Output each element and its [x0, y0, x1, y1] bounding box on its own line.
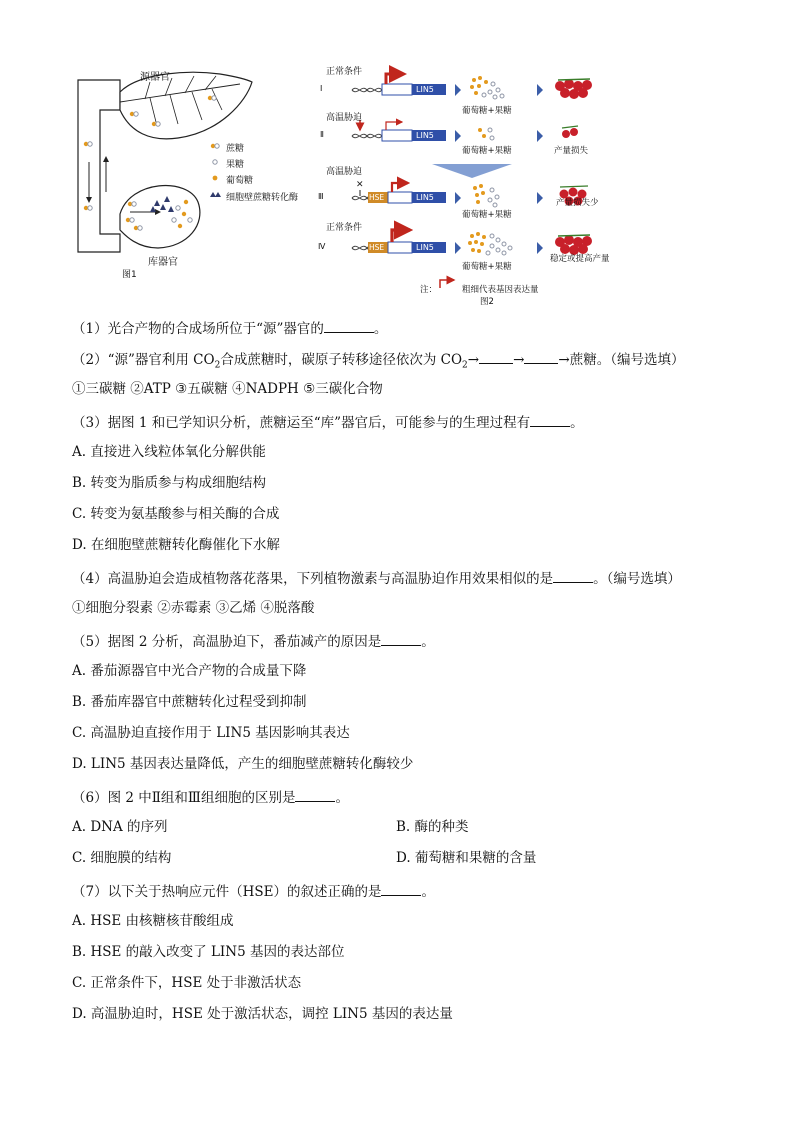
sugar-cluster-3	[473, 184, 499, 207]
q6-answer-blank[interactable]	[295, 787, 335, 802]
row-1-sugar: 葡萄糖+果糖	[462, 106, 512, 116]
q1-answer-blank[interactable]	[324, 318, 374, 333]
q2-sub2: 2	[462, 360, 468, 371]
row-4-result: 稳定或提高产量	[550, 254, 610, 264]
q6-option-a: A. DNA 的序列	[72, 819, 168, 835]
q4-line	[72, 568, 681, 588]
q4-tail: 。（编号选填）	[593, 571, 681, 587]
row-1-gene: LIN5	[416, 85, 434, 94]
q7-line	[72, 881, 435, 901]
q4-answer-blank[interactable]	[553, 568, 593, 583]
sink-organ	[120, 186, 200, 248]
q6-text: （6）图 2 中Ⅱ组和Ⅲ组细胞的区别是	[72, 790, 296, 806]
note-text: 粗细代表基因表达量	[462, 285, 539, 295]
q3-option-b: B. 转变为脂质参与构成细胞结构	[72, 475, 267, 491]
q2-answer-blank-2[interactable]	[524, 349, 558, 364]
q5-option-a: A. 番茄源器官中光合产物的合成量下降	[72, 663, 307, 679]
q6-line	[72, 787, 349, 807]
q5-text: （5）据图 2 分析，高温胁迫下，番茄减产的原因是	[72, 634, 382, 650]
row-3-result: 产量损失少	[556, 198, 599, 208]
q2-tail: →蔗糖。（编号选填）	[558, 352, 685, 368]
q7-option-d: D. 高温胁迫时，HSE 处于激活状态，调控 LIN5 基因的表达量	[72, 1006, 453, 1022]
q2-text-b: 合成蔗糖时，碳原子转移途径依次为 CO	[220, 352, 463, 368]
q4-options: ①细胞分裂素 ②赤霉素 ③乙烯 ④脱落酸	[72, 600, 315, 616]
legend-fructose: 果糖	[226, 160, 245, 170]
q5-option-b: B. 番茄库器官中蔗糖转化过程受到抑制	[72, 694, 307, 710]
row-1-numeral: Ⅰ	[320, 84, 323, 93]
q5-answer-blank[interactable]	[381, 631, 421, 646]
note-prefix: 注：	[420, 285, 438, 295]
q3-option-a: A. 直接进入线粒体氧化分解供能	[72, 444, 266, 460]
q2-arrow-1: →	[467, 352, 480, 368]
row-2-result: 产量损失	[554, 146, 589, 156]
q7-option-c: C. 正常条件下，HSE 处于非激活状态	[72, 975, 302, 991]
q2-arrow-2: →	[513, 352, 525, 368]
row-2-numeral: Ⅱ	[320, 130, 324, 139]
q6-option-b: B. 酶的种类	[396, 819, 469, 835]
sugar-cluster-4	[468, 232, 512, 255]
q3-option-d: D. 在细胞壁蔗糖转化酶催化下水解	[72, 537, 280, 553]
tomatoes-small	[562, 126, 578, 138]
row-3-numeral: Ⅲ	[318, 192, 324, 201]
q7-option-a: A. HSE 由核糖核苷酸组成	[72, 913, 234, 929]
q5-option-d: D. LIN5 基因表达量降低，产生的细胞壁蔗糖转化酶较少	[72, 756, 414, 772]
q5-line	[72, 631, 435, 651]
row-3-gene: LIN5	[416, 193, 434, 202]
q6-tail: 。	[335, 790, 349, 806]
q1-line	[72, 318, 387, 338]
q3-line	[72, 412, 584, 432]
q6-option-d: D. 葡萄糖和果糖的含量	[396, 850, 537, 866]
row-2-condition: 高温胁迫	[326, 113, 363, 123]
q7-answer-blank[interactable]	[381, 881, 421, 896]
legend-sucrose: 蔗糖	[226, 144, 245, 154]
legend-glucose: 葡萄糖	[226, 176, 254, 186]
row-1	[352, 74, 592, 99]
svg-text:✕: ✕	[356, 180, 364, 190]
q7-text: （7）以下关于热响应元件（HSE）的叙述正确的是	[72, 884, 382, 900]
row-4-gene: LIN5	[416, 243, 434, 252]
q4-text: （4）高温胁迫会造成植物落花落果，下列植物激素与高温胁迫作用效果相似的是	[72, 571, 554, 587]
row-1-condition: 正常条件	[326, 67, 363, 77]
q2-options: ①三碳糖 ②ATP ③五碳糖 ④NADPH ⑤三碳化合物	[72, 381, 383, 397]
figure-2-caption: 图2	[480, 297, 494, 307]
row-2	[352, 120, 578, 142]
row-3-sugar: 葡萄糖+果糖	[462, 210, 512, 220]
row-4-hse: HSE	[369, 243, 385, 252]
figure-2	[312, 62, 642, 308]
row-3-condition: 高温胁迫	[326, 167, 363, 177]
transition-arrow	[432, 164, 512, 178]
row-3	[352, 180, 588, 207]
q3-text: （3）据图 1 和已学知识分析，蔗糖运至“库”器官后，可能参与的生理过程有	[72, 415, 531, 431]
q2-line	[72, 349, 684, 375]
source-organ-label: 源器官	[140, 72, 170, 83]
q7-tail: 。	[421, 884, 435, 900]
sugar-cluster-2	[478, 128, 494, 140]
q1-text: （1）光合产物的合成场所位于“源”器官的	[72, 321, 324, 337]
row-4-condition: 正常条件	[326, 223, 363, 233]
row-3-hse: HSE	[369, 193, 385, 202]
q7-option-b: B. HSE 的敲入改变了 LIN5 基因的表达部位	[72, 944, 345, 960]
q2-sub: 2	[214, 360, 221, 371]
legend-icons	[210, 144, 221, 197]
q1-tail: 。	[373, 321, 388, 337]
figure-1	[70, 62, 299, 287]
q2-text-a: （2）“源”器官利用 CO	[72, 352, 215, 368]
figure-1-caption: 图1	[122, 270, 137, 280]
q5-tail: 。	[421, 634, 435, 650]
q3-option-c: C. 转变为氨基酸参与相关酶的合成	[72, 506, 280, 522]
row-4-sugar: 葡萄糖+果糖	[462, 262, 512, 272]
q2-answer-blank-1[interactable]	[479, 349, 513, 364]
legend-invertase: 细胞壁蔗糖转化酶	[226, 193, 299, 203]
q6-option-c: C. 细胞膜的结构	[72, 850, 172, 866]
note-arrow-icon	[440, 280, 454, 288]
row-2-sugar: 葡萄糖+果糖	[462, 146, 512, 156]
row-2-gene: LIN5	[416, 131, 434, 140]
sugar-cluster-1	[470, 76, 504, 99]
q3-answer-blank[interactable]	[530, 412, 570, 427]
q5-option-c: C. 高温胁迫直接作用于 LIN5 基因影响其表达	[72, 725, 350, 741]
q3-tail: 。	[570, 415, 584, 431]
row-4-numeral: Ⅳ	[318, 242, 326, 251]
sink-organ-label: 库器官	[148, 257, 178, 268]
